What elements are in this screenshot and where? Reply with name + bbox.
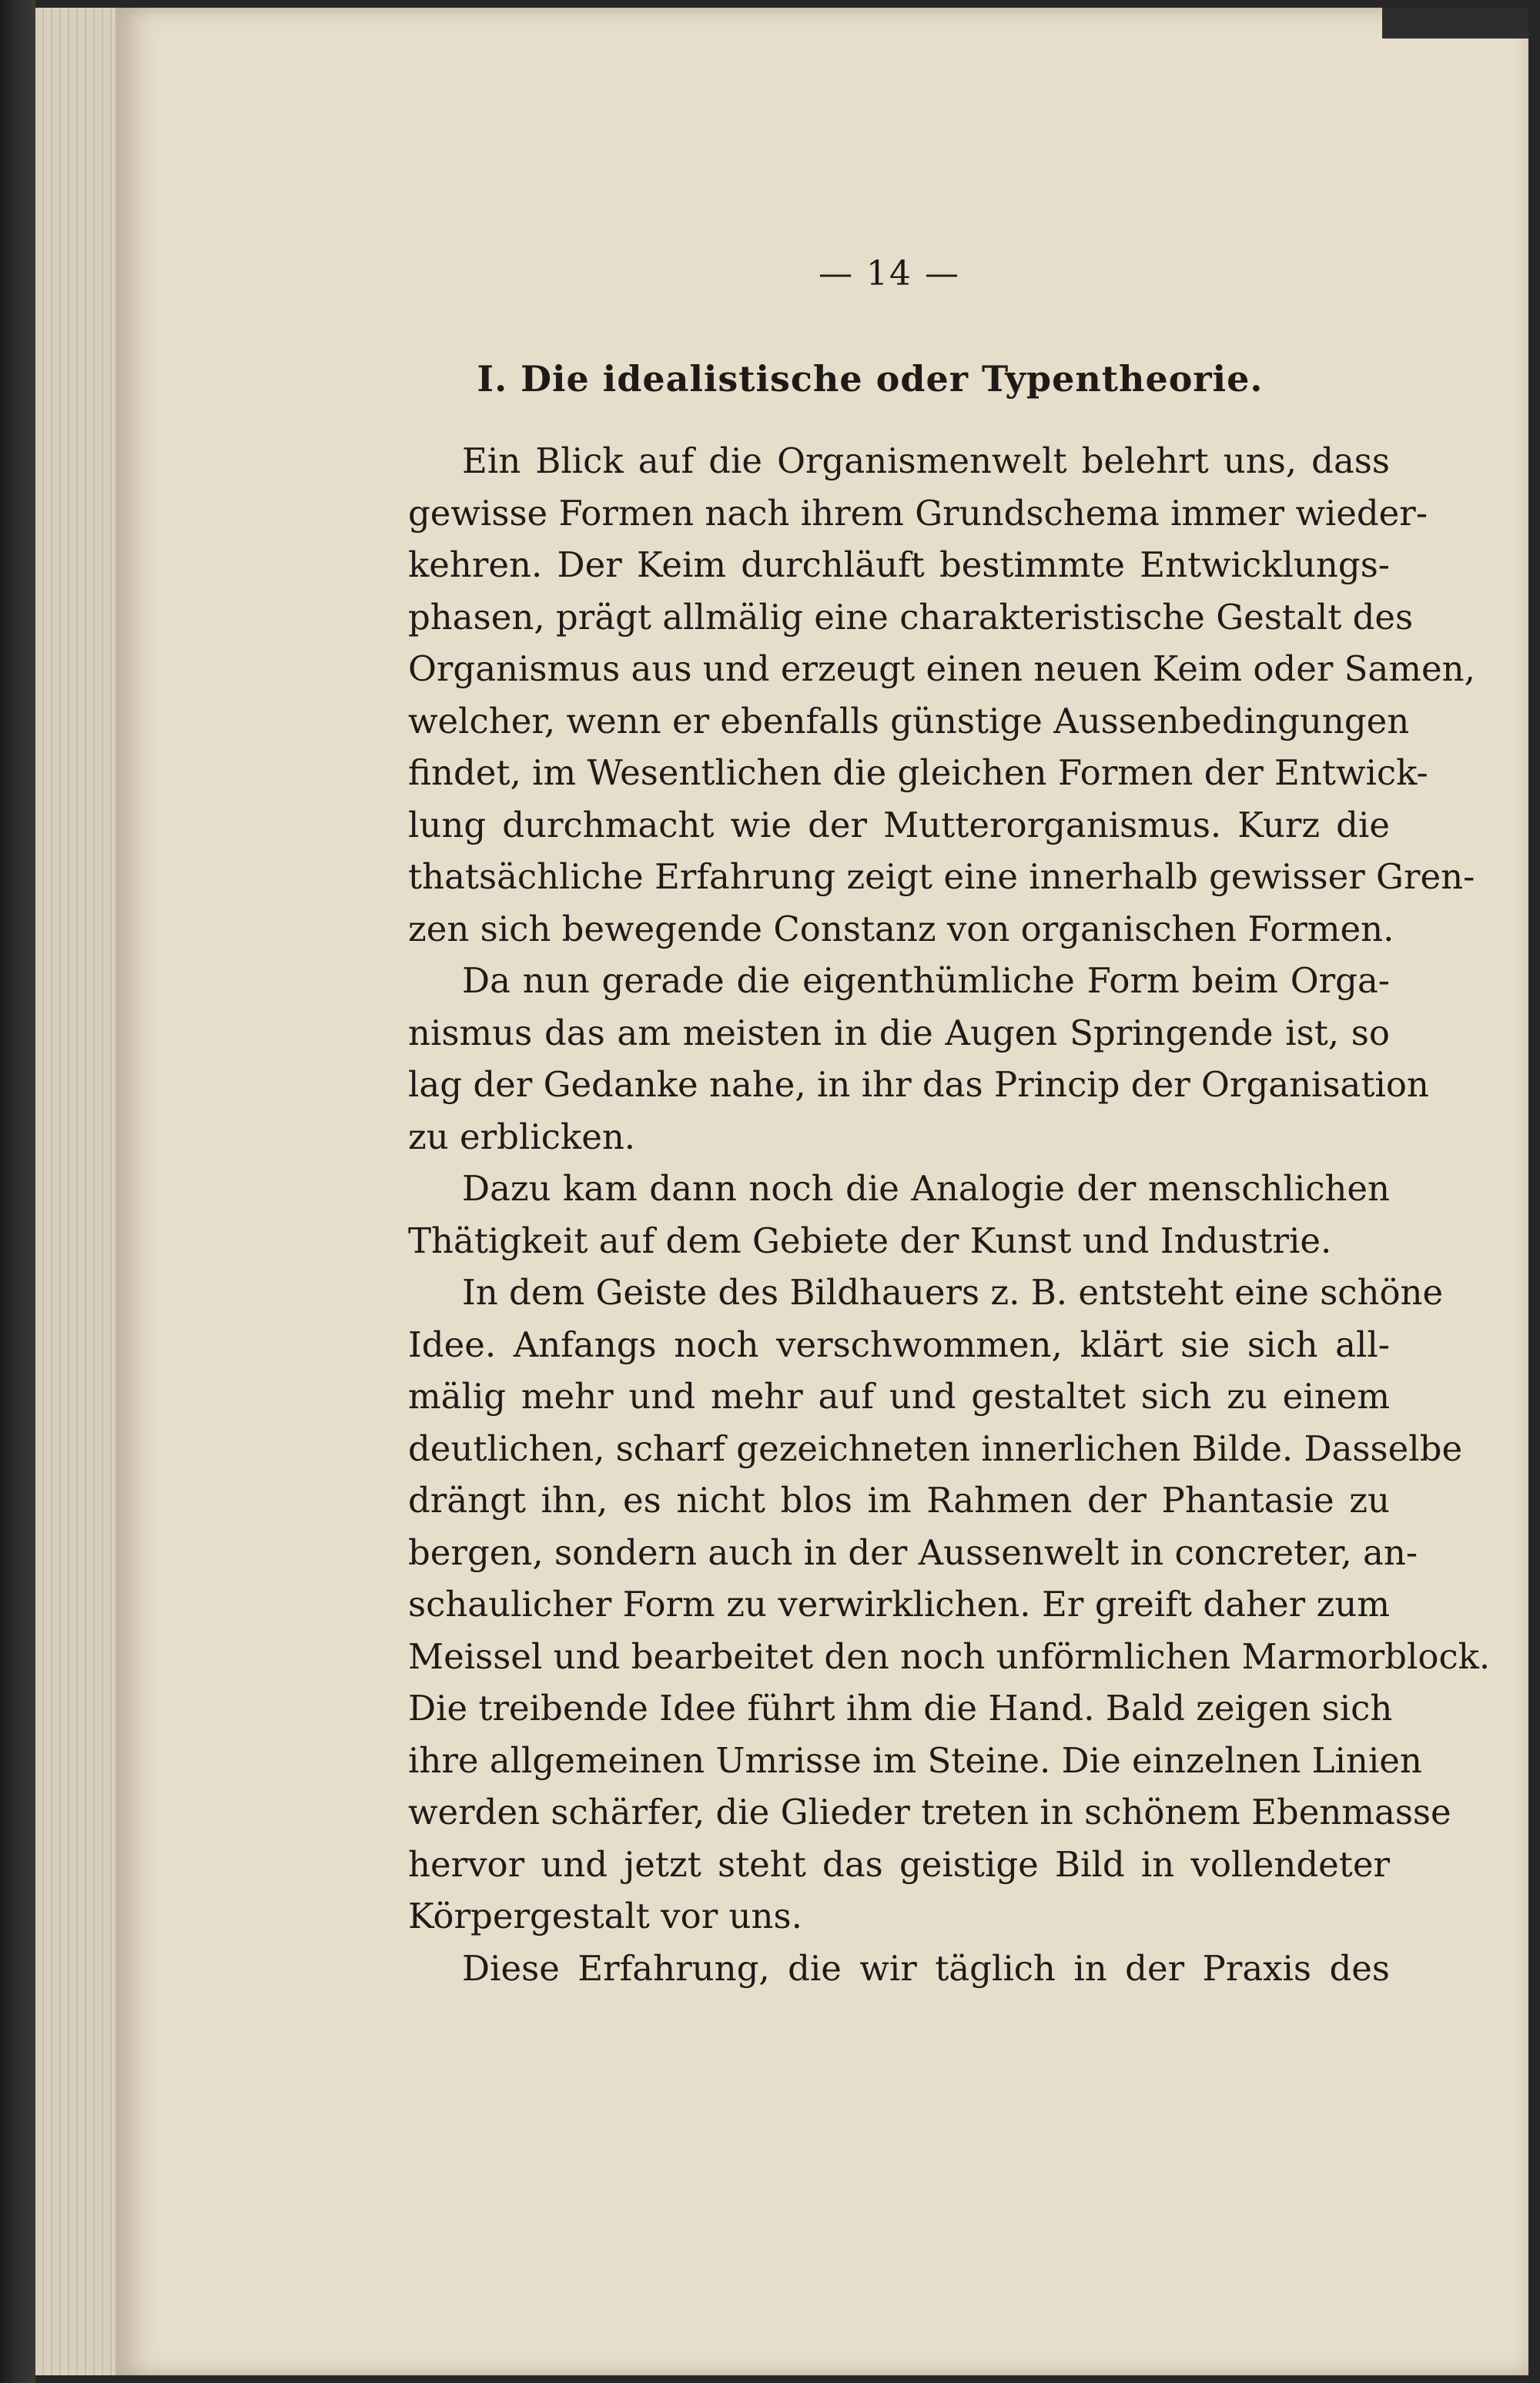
- scan-corner: [1382, 8, 1528, 38]
- text-line: kehren. Der Keim durchläuft bestimmte Entwicklungs-: [408, 544, 1390, 585]
- text-line: findet, im Wesentlichen die gleichen Formen der Entwick-: [408, 752, 1428, 793]
- text-line: werden schärfer, die Glieder treten in schönem Ebenmasse: [408, 1792, 1451, 1832]
- text-line: Ein Blick auf die Organismenwelt belehrt uns, dass: [462, 440, 1390, 481]
- text-line: bergen, sondern auch in der Aussenwelt in concreter, an-: [408, 1531, 1418, 1573]
- text-line: ihre allgemeinen Umrisse im Steine. Die einzelnen Linien: [408, 1739, 1422, 1781]
- text-line: Meissel und bearbeitet den noch unförmlichen Marmorblock.: [408, 1635, 1491, 1677]
- text-line: zen sich bewegende Constanz von organischen Formen.: [408, 908, 1394, 949]
- body-text: [408, 435, 1491, 1994]
- text-line: Diese Erfahrung, die wir täglich in der Praxis des: [462, 1947, 1390, 1989]
- page-number: — 14 —: [819, 254, 960, 293]
- text-line: lag der Gedanke nahe, in ihr das Princip der Organisation: [408, 1064, 1429, 1105]
- text-line: lung durchmacht wie der Mutterorganismus. Kurz die: [408, 804, 1390, 845]
- text-line: nismus das am meisten in die Augen Springende ist, so: [408, 1012, 1390, 1053]
- text-line: zu erblicken.: [408, 1116, 636, 1157]
- text-line: gewisse Formen nach ihrem Grundschema immer wieder-: [408, 492, 1428, 534]
- text-line: Da nun gerade die eigenthümliche Form beim Orga-: [462, 960, 1390, 1001]
- text-line: thatsächliche Erfahrung zeigt eine innerhalb gewisser Gren-: [408, 856, 1475, 897]
- text-line: Körpergestalt vor uns.: [408, 1896, 802, 1936]
- text-line: hervor und jetzt steht das geistige Bild in vollendeter: [408, 1843, 1390, 1885]
- text-line: In dem Geiste des Bildhauers z. B. entsteht eine schöne: [462, 1272, 1444, 1313]
- text-line: deutlichen, scharf gezeichneten innerlichen Bilde. Dasselbe: [408, 1427, 1463, 1469]
- text-line: drängt ihn, es nicht blos im Rahmen der Phantasie zu: [408, 1480, 1390, 1521]
- text-line: Thätigkeit auf dem Gebiete der Kunst und Industrie.: [408, 1220, 1332, 1261]
- chapter-heading: I. Die idealistische oder Typentheorie.: [477, 358, 1264, 400]
- text-line: Dazu kam dann noch die Analogie der menschlichen: [462, 1168, 1390, 1209]
- text-line: mälig mehr und mehr auf und gestaltet sich zu einem: [408, 1376, 1390, 1417]
- text-line: welcher, wenn er ebenfalls günstige Aussenbedingungen: [408, 700, 1410, 741]
- text-line: phasen, prägt allmälig eine charakteristische Gestalt des: [408, 596, 1414, 638]
- text-line: Organismus aus und erzeugt einen neuen Keim oder Samen,: [408, 648, 1475, 689]
- text-line: schaulicher Form zu verwirklichen. Er greift daher zum: [408, 1584, 1390, 1625]
- book-spine: [0, 0, 35, 2383]
- text-line: Idee. Anfangs noch verschwommen, klärt sie sich all-: [408, 1324, 1390, 1365]
- text-line: Die treibende Idee führt ihm die Hand. Bald zeigen sich: [408, 1688, 1393, 1729]
